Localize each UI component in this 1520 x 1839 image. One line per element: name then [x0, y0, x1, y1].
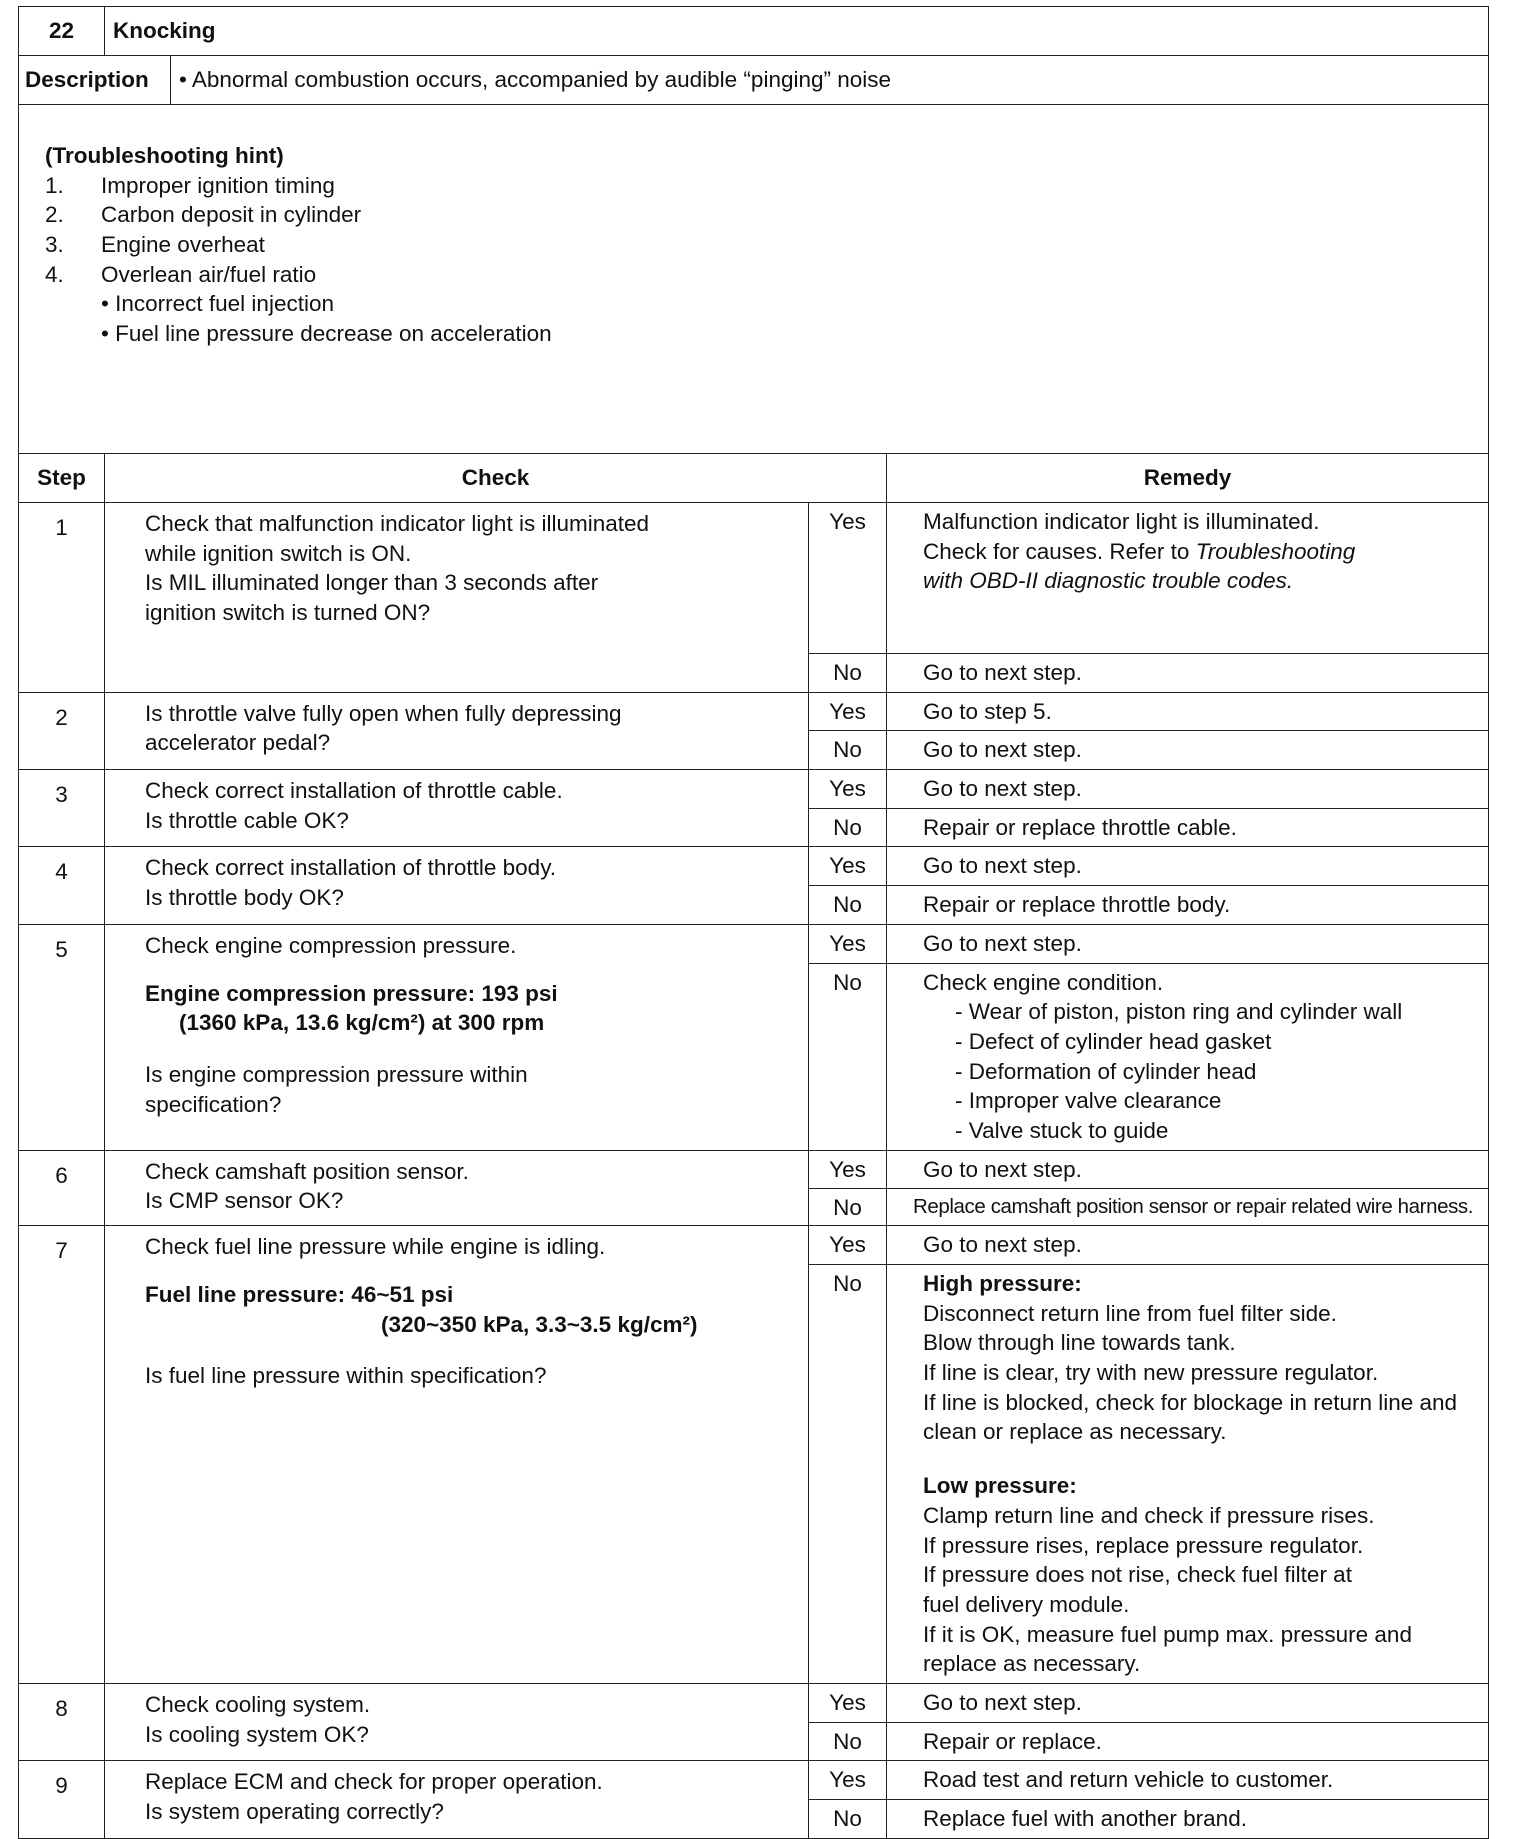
remedy-item: - Wear of piston, piston ring and cylinder wall: [955, 999, 1403, 1025]
fuel-pressure-spec: [145, 1280, 798, 1339]
answer-no: No: [809, 808, 887, 847]
step-check: [105, 924, 809, 1150]
hint-subitem: • Incorrect fuel injection: [101, 291, 334, 317]
step-number: 2: [19, 692, 105, 769]
check-line: accelerator pedal?: [145, 730, 331, 756]
check-line: Check cooling system.: [145, 1691, 371, 1717]
hint-title: (Troubleshooting hint): [45, 143, 284, 168]
step-row: [19, 924, 1489, 963]
answer-no: No: [809, 1265, 887, 1684]
hint-number: 4.: [45, 261, 64, 287]
remedy-line: If pressure does not rise, check fuel filter at: [923, 1562, 1352, 1588]
remedy-reference: with OBD-II diagnostic trouble codes.: [923, 568, 1294, 594]
check-line: Is engine compression pressure within: [145, 1061, 528, 1087]
step-check: [105, 1226, 809, 1684]
remedy-line: Disconnect return line from fuel filter side.: [923, 1300, 1337, 1326]
step-row: [19, 1683, 1489, 1722]
step-number: 9: [19, 1761, 105, 1838]
answer-no: No: [809, 731, 887, 770]
check-line: Is MIL illuminated longer than 3 seconds after: [145, 570, 599, 596]
answer-yes: Yes: [809, 692, 887, 731]
answer-yes: Yes: [809, 770, 887, 809]
remedy-line: clean or replace as necessary.: [923, 1419, 1227, 1445]
column-header-row: [19, 454, 1489, 503]
step-row: [19, 770, 1489, 809]
remedy-line: If pressure rises, replace pressure regulator.: [923, 1532, 1364, 1558]
hint-item: [45, 171, 1464, 201]
check-line: Check that malfunction indicator light is illuminated: [145, 511, 649, 536]
answer-yes: Yes: [809, 924, 887, 963]
hint-number: 1.: [45, 172, 64, 198]
answer-yes: Yes: [809, 1150, 887, 1189]
step-check: [105, 503, 809, 693]
remedy-item: - Improper valve clearance: [955, 1088, 1222, 1114]
check-line: Check correct installation of throttle cable.: [145, 778, 563, 804]
description-row: [19, 56, 1489, 105]
section-title: Knocking: [105, 7, 1489, 56]
answer-no: No: [809, 1722, 887, 1761]
step-row: [19, 503, 1489, 654]
remedy-no: [887, 963, 1489, 1150]
remedy-line: fuel delivery module.: [923, 1591, 1130, 1617]
remedy-line: [923, 537, 1478, 567]
step-number: 3: [19, 770, 105, 847]
answer-no: No: [809, 654, 887, 693]
hint-text: Overlean air/fuel ratio: [101, 261, 317, 287]
step-row: [19, 847, 1489, 886]
check-line: Is cooling system OK?: [145, 1721, 369, 1747]
answer-yes: Yes: [809, 1761, 887, 1800]
remedy-yes: Go to next step.: [887, 1683, 1489, 1722]
step-check: [105, 770, 809, 847]
answer-no: No: [809, 963, 887, 1150]
remedy-line: If it is OK, measure fuel pump max. pressure and: [923, 1621, 1412, 1647]
remedy-yes: Go to next step.: [887, 1150, 1489, 1189]
remedy-item: - Deformation of cylinder head: [955, 1058, 1257, 1084]
hint-number: 2.: [45, 202, 64, 228]
remedy-line: If line is clear, try with new pressure regulator.: [923, 1360, 1379, 1386]
check-line: Is CMP sensor OK?: [145, 1188, 344, 1214]
answer-yes: Yes: [809, 503, 887, 654]
check-line: while ignition switch is ON.: [145, 540, 412, 566]
answer-no: No: [809, 886, 887, 925]
spec-line: (1360 kPa, 13.6 kg/cm²) at 300 rpm: [179, 1010, 545, 1036]
step-check: [105, 847, 809, 924]
hint-text: Carbon deposit in cylinder: [101, 202, 362, 228]
remedy-yes: Go to next step.: [887, 1226, 1489, 1265]
troubleshooting-document: [18, 6, 1488, 1831]
step-row: [19, 1761, 1489, 1800]
remedy-yes: Go to step 5.: [887, 692, 1489, 731]
remedy-item: - Defect of cylinder head gasket: [955, 1028, 1272, 1054]
check-line: Check fuel line pressure while engine is idling.: [145, 1234, 606, 1260]
remedy-reference: Troubleshooting: [1195, 538, 1356, 564]
step-row: [19, 1150, 1489, 1189]
remedy-line: If line is blocked, check for blockage in return line and: [923, 1389, 1458, 1415]
remedy-no: [887, 1265, 1489, 1684]
hint-number: 3.: [45, 232, 64, 258]
remedy-yes: [887, 503, 1489, 654]
step-check: [105, 1761, 809, 1838]
hint-item: [45, 200, 1464, 230]
remedy-line: Check engine condition.: [923, 969, 1164, 995]
check-line: Replace ECM and check for proper operation.: [145, 1769, 603, 1795]
hint-item: [45, 260, 1464, 290]
hint-text: Engine overheat: [101, 232, 265, 258]
answer-yes: Yes: [809, 847, 887, 886]
remedy-line: replace as necessary.: [923, 1651, 1141, 1677]
remedy-no: Replace camshaft position sensor or repair related wire harness.: [887, 1189, 1489, 1226]
troubleshooting-table: [18, 6, 1489, 1839]
spec-line: (320~350 kPa, 3.3~3.5 kg/cm²): [381, 1311, 698, 1337]
check-line: Is fuel line pressure within specification?: [145, 1363, 547, 1389]
remedy-no: Repair or replace throttle body.: [887, 886, 1489, 925]
remedy-no: Repair or replace throttle cable.: [887, 808, 1489, 847]
remedy-yes: Go to next step.: [887, 924, 1489, 963]
column-header-step: Step: [19, 454, 105, 503]
hint-item: [45, 230, 1464, 260]
step-check: [105, 1150, 809, 1226]
answer-yes: Yes: [809, 1226, 887, 1265]
check-line: Is throttle valve fully open when fully depressing: [145, 700, 622, 726]
answer-no: No: [809, 1800, 887, 1839]
step-number: 7: [19, 1226, 105, 1684]
column-header-check: Check: [105, 454, 887, 503]
remedy-yes: Go to next step.: [887, 847, 1489, 886]
step-row: [19, 1226, 1489, 1265]
answer-no: No: [809, 1189, 887, 1226]
step-number: 5: [19, 924, 105, 1150]
step-number: 6: [19, 1150, 105, 1226]
remedy-no: Repair or replace.: [887, 1722, 1489, 1761]
title-row: [19, 7, 1489, 56]
remedy-text: Check for causes. Refer to: [923, 538, 1196, 564]
spacer: [923, 1447, 1478, 1471]
section-number: 22: [19, 7, 105, 56]
hint-list: [45, 171, 1464, 349]
hint-text: Improper ignition timing: [101, 172, 335, 198]
check-line: ignition switch is turned ON?: [145, 600, 431, 626]
high-pressure-title: High pressure:: [923, 1271, 1082, 1296]
hint-subitem: • Fuel line pressure decrease on acceleration: [101, 321, 552, 347]
step-number: 1: [19, 503, 105, 693]
description-text: • Abnormal combustion occurs, accompanied by audible “pinging” noise: [171, 56, 1489, 105]
step-number: 4: [19, 847, 105, 924]
step-check: [105, 1683, 809, 1760]
remedy-item: - Valve stuck to guide: [955, 1117, 1169, 1143]
remedy-no: Go to next step.: [887, 654, 1489, 693]
remedy-yes: Road test and return vehicle to customer.: [887, 1761, 1489, 1800]
column-header-remedy: Remedy: [887, 454, 1489, 503]
remedy-no: Replace fuel with another brand.: [887, 1800, 1489, 1839]
remedy-no: Go to next step.: [887, 731, 1489, 770]
step-check: [105, 692, 809, 769]
spec-line: Engine compression pressure: 193 psi: [145, 980, 558, 1006]
step-number: 8: [19, 1683, 105, 1760]
compression-spec: [145, 979, 798, 1038]
answer-yes: Yes: [809, 1683, 887, 1722]
check-line: Is throttle body OK?: [145, 885, 344, 911]
remedy-line: Malfunction indicator light is illuminated.: [923, 509, 1320, 534]
remedy-line: Blow through line towards tank.: [923, 1330, 1236, 1356]
check-line: Is system operating correctly?: [145, 1799, 444, 1824]
hint-row: [19, 105, 1489, 454]
step-row: [19, 692, 1489, 731]
check-line: Is throttle cable OK?: [145, 807, 349, 833]
check-line: Check correct installation of throttle body.: [145, 855, 557, 881]
remedy-yes: Go to next step.: [887, 770, 1489, 809]
hint-section: [19, 105, 1489, 454]
low-pressure-title: Low pressure:: [923, 1473, 1077, 1499]
check-line: specification?: [145, 1091, 282, 1117]
check-line: Check camshaft position sensor.: [145, 1158, 469, 1184]
check-line: Check engine compression pressure.: [145, 932, 517, 958]
remedy-line: Clamp return line and check if pressure rises.: [923, 1502, 1375, 1528]
spec-line: Fuel line pressure: 46~51 psi: [145, 1282, 454, 1307]
description-label: Description: [19, 56, 171, 105]
